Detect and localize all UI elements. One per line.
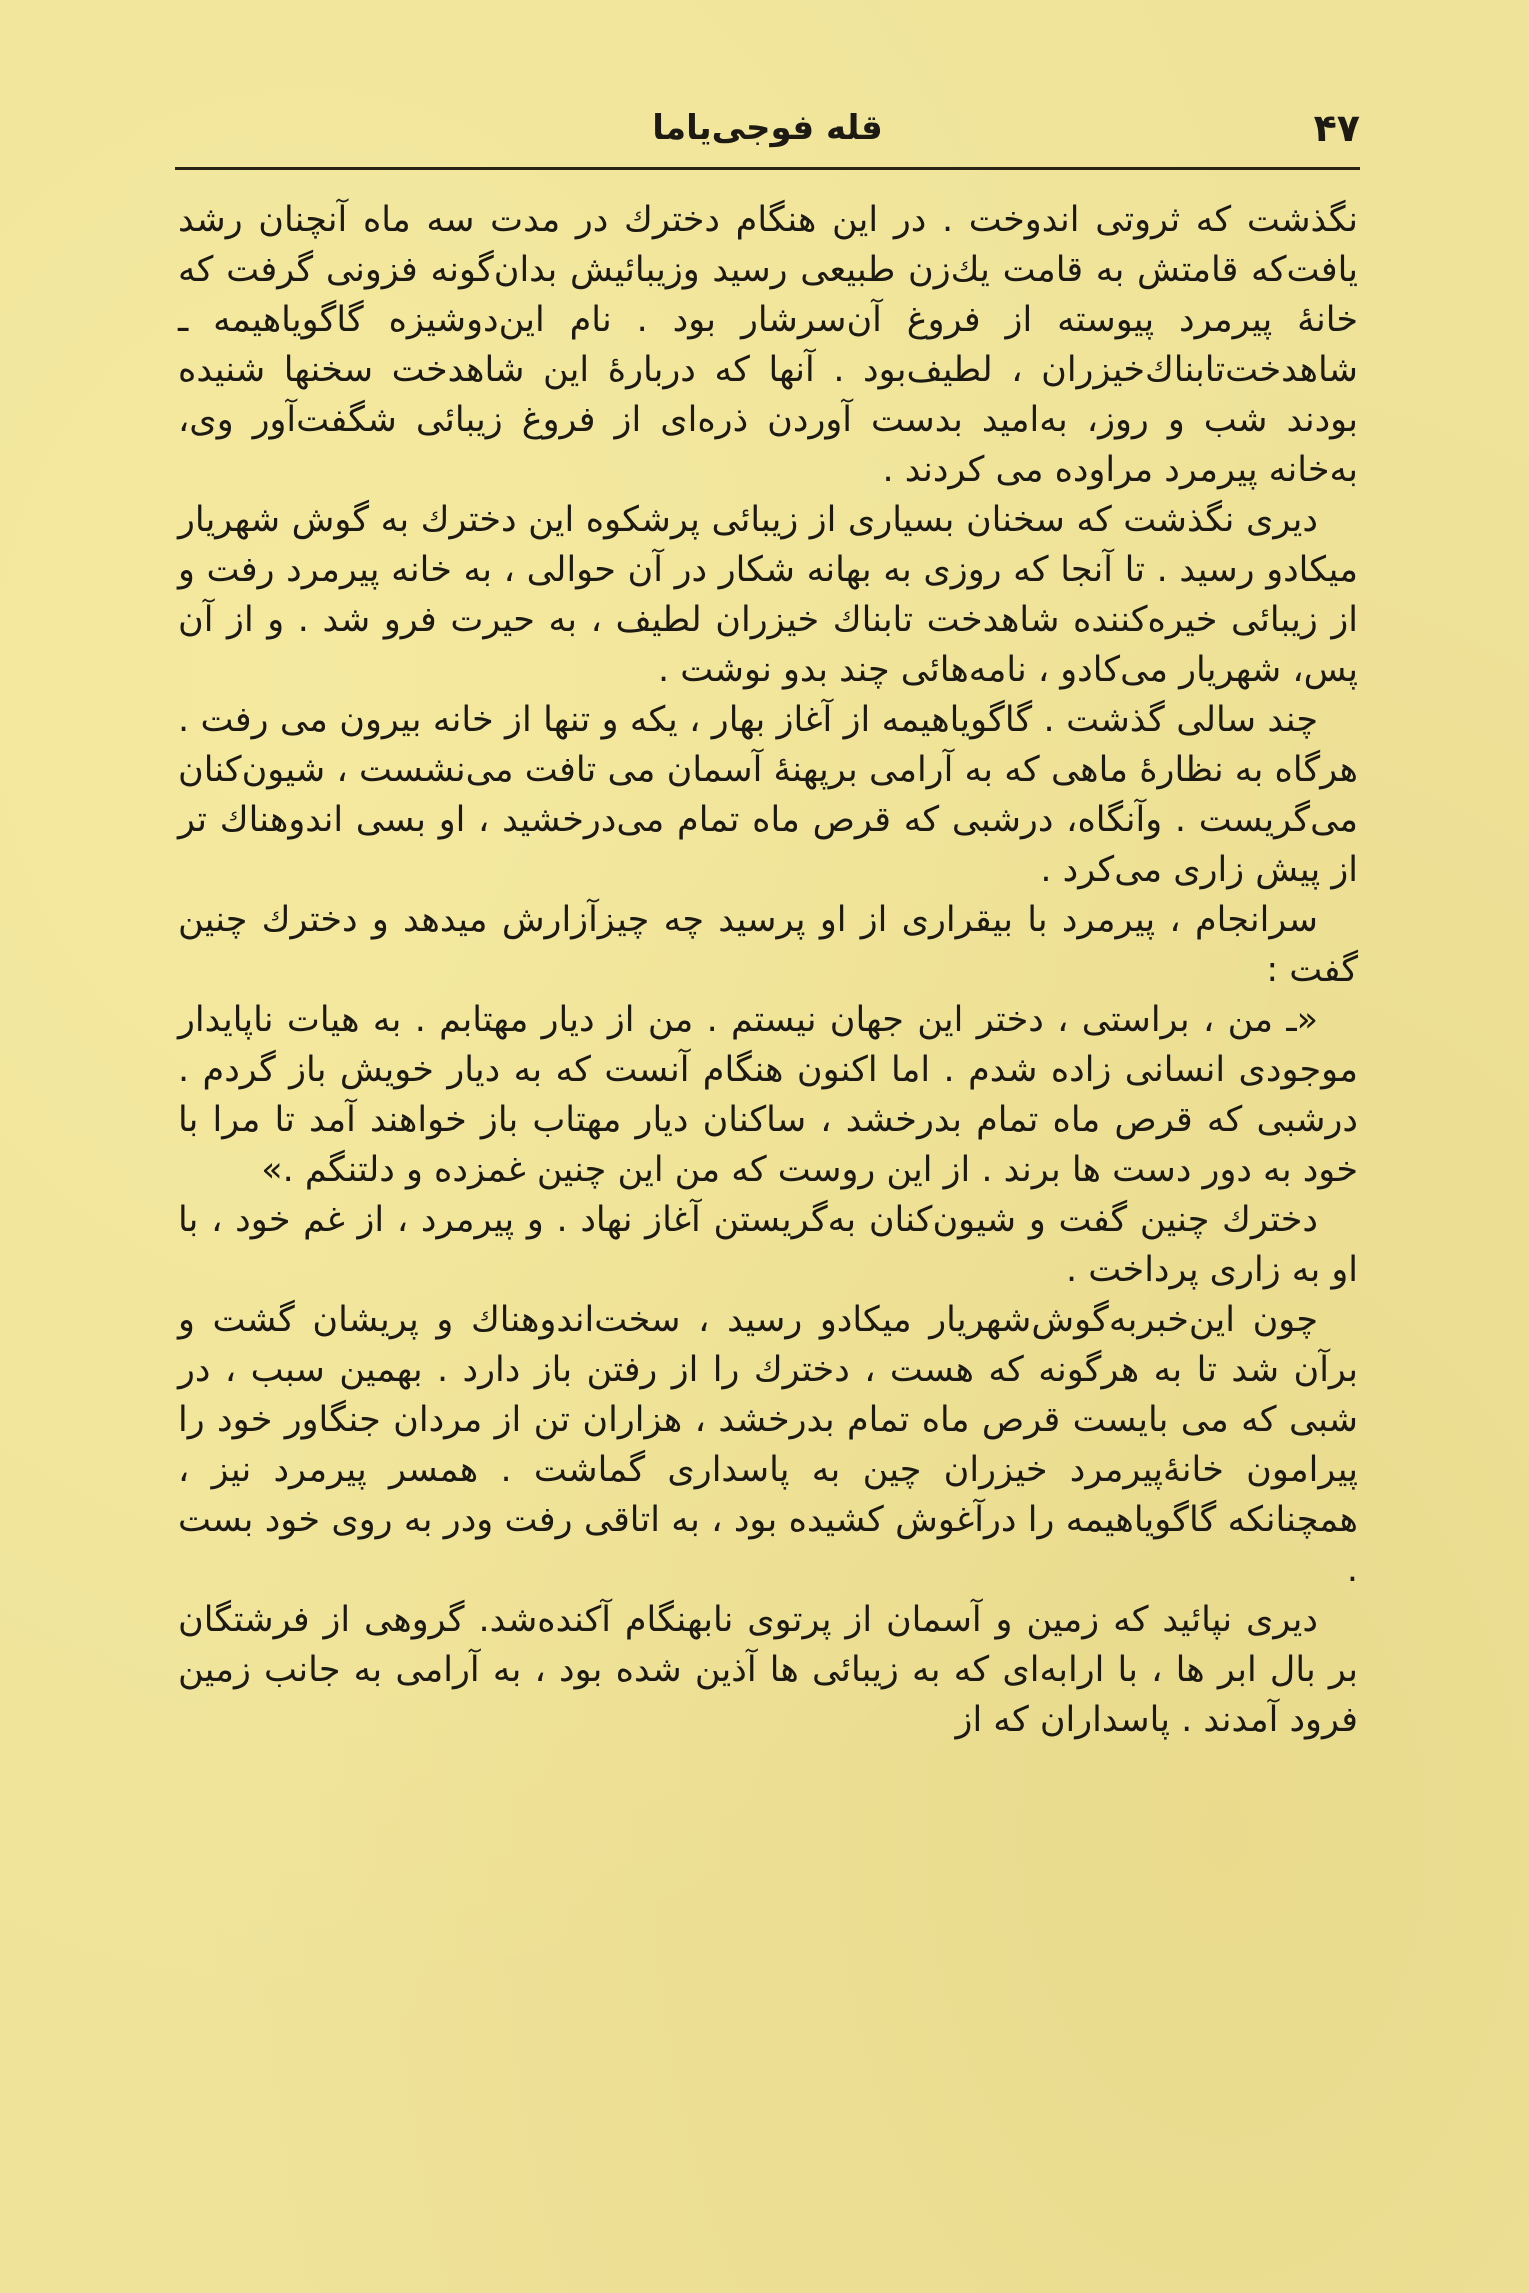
- paragraph: «ـ من ، براستی ، دختر این جهان نیستم . من از دیار مهتابم . به هیات ناپایدار موجودی انسانی زاده شدم . اما اکنون هنگام آنست که به دیار خویش باز گردم . درشبی که قرص ماه تمام بدرخشد ، ساکنان دیار مهتاب باز خواهند آمد تا مرا با خود به دور دست ها برند . از این روست که من این چنین غمزده و دلتنگم .»: [178, 1000, 1358, 1190]
- page-header: [175, 100, 1360, 170]
- header-rule: [175, 167, 1360, 170]
- paragraph: دخترك چنین گفت و شیون‌کنان به‌گریستن آغاز نهاد . و پیرمرد ، از غم خود ، با او به زاری پرداخت .: [178, 1200, 1358, 1290]
- paragraph: نگذشت که ثروتی اندوخت . در این هنگام دخترك در مدت سه ماه آنچنان رشد یافت‌که قامتش به قامت یك‌زن طبیعی رسید وزیبائیش بدان‌گونه فزونی گرفت که خانهٔ پیرمرد پیوسته از فروغ آن‌سرشار بود . نام این‌دوشیزه گاگویاهیمه ـ شاهدخت‌تابناك‌خیزران ، لطیف‌بود . آنها که دربارهٔ این شاهدخت سخنها شنیده بودند شب و روز، به‌امید بدست آوردن ذره‌ای از فروغ زیبائی شگفت‌آور وی، به‌خانه پیرمرد مراوده می کردند .: [178, 200, 1358, 490]
- running-title: قله فوجی‌یاما: [652, 108, 883, 148]
- paragraph: دیری نپائید که زمین و آسمان از پرتوی نابهنگام آکنده‌شد. گروهی از فرشتگان بر بال ابر ها ، با ارابه‌ای که به زیبائی ها آذین شده بود ، به آرامی به جانب زمین فرود آمدند . پاسداران که از: [178, 1600, 1358, 1740]
- paragraph: سرانجام ، پیرمرد با بیقراری از او پرسید چه چیزآزارش میدهد و دخترك چنین گفت :: [178, 900, 1358, 990]
- paragraph: دیری نگذشت که سخنان بسیاری از زیبائی پرشکوه این دخترك به گوش شهریار میکادو رسید . تا آنجا که روزی به بهانه شکار در آن حوالی ، به خانه پیرمرد رفت و از زیبائی خیره‌کننده شاهدخت تابناك خیزران لطیف ، به حیرت فرو شد . و از آن پس، شهریار می‌کادو ، نامه‌هائی چند بدو نوشت .: [178, 500, 1358, 690]
- page-number: ۴۷: [1313, 106, 1360, 150]
- paragraph: چند سالی گذشت . گاگویاهیمه از آغاز بهار ، یکه و تنها از خانه بیرون می رفت . هرگاه به نظارهٔ ماهی که به آرامی برپهنهٔ آسمان می تافت می‌نشست ، شیون‌کنان می‌گریست . وآنگاه، درشبی که قرص ماه تمام می‌درخشید ، او بسی اندوهناك تر از پیش زاری می‌کرد .: [178, 700, 1358, 890]
- body-text: [178, 195, 1358, 1745]
- paragraph: چون این‌خبربه‌گوش‌شهریار میکادو رسید ، سخت‌اندوهناك و پریشان گشت و برآن شد تا به هرگونه که هست ، دخترك را از رفتن باز دارد . بهمین سبب ، در شبی که می بایست قرص ماه تمام بدرخشد ، هزاران تن از مردان جنگاور خود را پیرامون خانهٔ‌پیرمرد خیزران چین به پاسداری گماشت . همسر پیرمرد نیز ، همچنانکه گاگویاهیمه را درآغوش کشیده بود ، به اتاقی رفت ودر به روی خود بست .: [178, 1300, 1358, 1590]
